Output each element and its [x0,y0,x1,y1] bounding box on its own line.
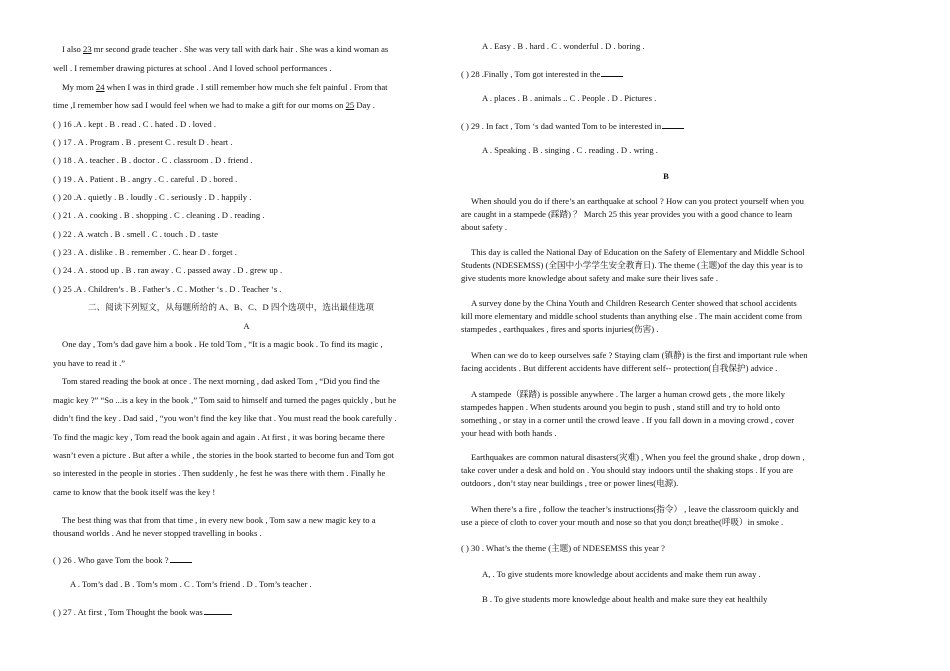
passage-line: magic key ?” “So ...is a key in the book ,” Tom said to himself and turned the pages quickly , but he [53,395,397,405]
passage-line: When should you do if there’s an earthquake at school ? How can you protect yourself when you [471,196,804,206]
question-26-options: A . Tom’s dad . B . Tom’s mom . C . Tom’s friend . D . Tom’s teacher . [70,579,312,589]
mc-question-16: ( ) 16 .A . kept . B . read . C . hated . D . loved . [53,119,217,129]
answer-blank [662,119,684,129]
answer-blank [204,605,232,615]
paragraph-line: well . I remember drawing pictures at school . And I loved school performances . [53,63,332,73]
passage-line: your head with both hands . [461,428,557,438]
answer-blank [601,67,623,77]
answer-blank [170,553,192,563]
passage-line: facing accidents . But different accidents have different self-- protection(自我保护) advice . [461,363,778,373]
text: My mom [62,82,94,92]
passage-line: didn’t find the key . Dad said , “you won’t find the key like that . You must read the book carefully . [53,413,397,423]
question-28-options: A . places . B . animals .. C . People . D . Pictures . [482,93,657,103]
passage-line: about safety . [461,222,508,232]
passage-line: give students more knowledge about safety and make sure their lives safe . [461,273,719,283]
passage-line: take cover under a desk and hold on . You should stay indoors until the shaking stops . If you are [461,465,794,475]
text: time ,I remember how sad I would feel when we had to make a gift for our moms on [53,100,344,110]
passage-line: kill more elementary and middle school students than anything else . The main accident come from [461,311,803,321]
passage-line: something , or stay in a corner until the crowd leave . If you fall down in a moving crowd , cover [461,415,795,425]
question-26 [53,553,193,566]
question-29-options: A . Speaking . B . singing . C . reading . D . wring . [482,145,658,155]
paragraph-line [62,44,388,55]
paragraph-line [53,100,375,111]
passage-line: came to know that the book itself was the key ! [53,487,216,497]
mc-question-18: ( ) 18 . A . teacher . B . doctor . C . classroom . D . friend . [53,155,253,165]
passage-line: so interested in the people in stories . Then suddenly , he fest he was there with them . Finally he [53,468,386,478]
passage-line: To find the magic key , Tom read the book again and again . At first , it was boring became there [53,432,385,442]
passage-line: stampedes happen . When students around you begin to push , stand still and try to hold onto [461,402,780,412]
passage-line: wasn’t even a picture . But after a while , the stories in the book started to become fun and Tom got [53,450,395,460]
passage-line: stampedes , earthquakes , fires and sports injuries(伤害) . [461,324,659,334]
section-heading: 二、阅读下列短文，从每题所给的 A、B、C、D 四个选项中，选出最佳选项 [88,302,374,312]
text: ( ) 27 . At first , Tom Thought the book was [53,607,203,617]
text: ( ) 26 . Who gave Tom the book ? [53,555,169,565]
text: ( ) 29 . In fact , Tom ‘s dad wanted Tom to be interested in [461,121,662,131]
mc-question-20: ( ) 20 .A . quietly . B . loudly . C . seriously . D . happily . [53,192,252,202]
passage-line: When there’s a fire , follow the teacher’s instructions(指令） , leave the classroom quickly and [471,504,799,514]
question-27-options: A . Easy . B . hard . C . wonderful . D . boring . [482,41,645,51]
passage-line: A survey done by the China Youth and Children Research Center showed that school accidents [471,298,797,308]
passage-line: The best thing was that from that time , in every new book , Tom saw a new magic key to a [62,515,376,525]
question-27 [53,605,233,618]
passage-line: This day is called the National Day of Education on the Safety of Elementary and Middle School [471,247,805,257]
blank-23: 23 [83,44,92,54]
passage-b-title: B [663,171,669,181]
passage-line: are caught in a stampede (踩踏) ？ March 25 this year provides you with a good chance to learn [461,209,793,219]
passage-line: you have to read it .” [53,358,126,368]
mc-question-23: ( ) 23 . A . dislike . B . remember . C. hear D . forget . [53,247,237,257]
passage-line: Students (NDESEMSS) (全国中小学学生安全教育日). The theme (主题)of the day this year is to [461,260,803,270]
mc-question-24: ( ) 24 . A . stood up . B . ran away . C . passed away . D . grew up . [53,265,283,275]
text: Day . [356,100,375,110]
mc-question-17: ( ) 17 . A . Program . B . present C . result D . heart . [53,137,233,147]
passage-line: use a piece of cloth to cover your mouth and nose so that you don;t breathe(呼吸）in smoke . [461,517,784,527]
text: mr second grade teacher . She was very tall with dark hair . She was a kind woman as [93,44,389,54]
passage-line: One day , Tom’s dad gave him a book . He told Tom , “It is a magic book . To find its magic , [62,339,383,349]
passage-line: A stampede（踩踏) is possible anywhere . The larger a human crowd gets , the more likely [471,389,785,399]
paragraph-line [62,82,388,93]
text: ( ) 28 .Finally , Tom got interested in the [461,69,601,79]
mc-question-19: ( ) 19 . A . Patient . B . angry . C . careful . D . bored . [53,174,238,184]
question-28 [461,67,624,80]
passage-line: When can we do to keep ourselves safe ? Staying clam (镇静) is the first and important rule when [471,350,808,360]
text: when I was in third grade . I still remember how much she felt painful . From that [106,82,388,92]
text: I also [62,44,81,54]
passage-line: thousand worlds . And he never stopped travelling in books . [53,528,262,538]
mc-question-21: ( ) 21 . A . cooking . B . shopping . C . cleaning . D . reading . [53,210,265,220]
passage-a-title: A [243,321,250,331]
question-29 [461,119,685,132]
question-30-option-a: A, . To give students more knowledge about accidents and make them run away . [482,569,761,579]
passage-line: Tom stared reading the book at once . The next morning , dad asked Tom , “Did you find the [62,376,380,386]
question-30: ( ) 30 . What’s the theme (主题) of NDESEMSS this year ? [461,543,665,553]
mc-question-22: ( ) 22 . A .watch . B . smell . C . touch . D . taste [53,229,218,239]
passage-line: Earthquakes are common natural disasters(灾难) , When you feel the ground shake , drop down , [471,452,805,462]
blank-24: 24 [95,82,105,92]
question-30-option-b: B . To give students more knowledge about health and make sure they eat healthily [482,594,768,604]
passage-line: outdoors , don’t stay near buildings , tree or power lines(电源). [461,478,679,488]
mc-question-25: ( ) 25 .A . Children’s . B . Father’s . C . Mother ‘s . D . Teacher ‘s . [53,284,282,294]
blank-25: 25 [345,100,355,110]
